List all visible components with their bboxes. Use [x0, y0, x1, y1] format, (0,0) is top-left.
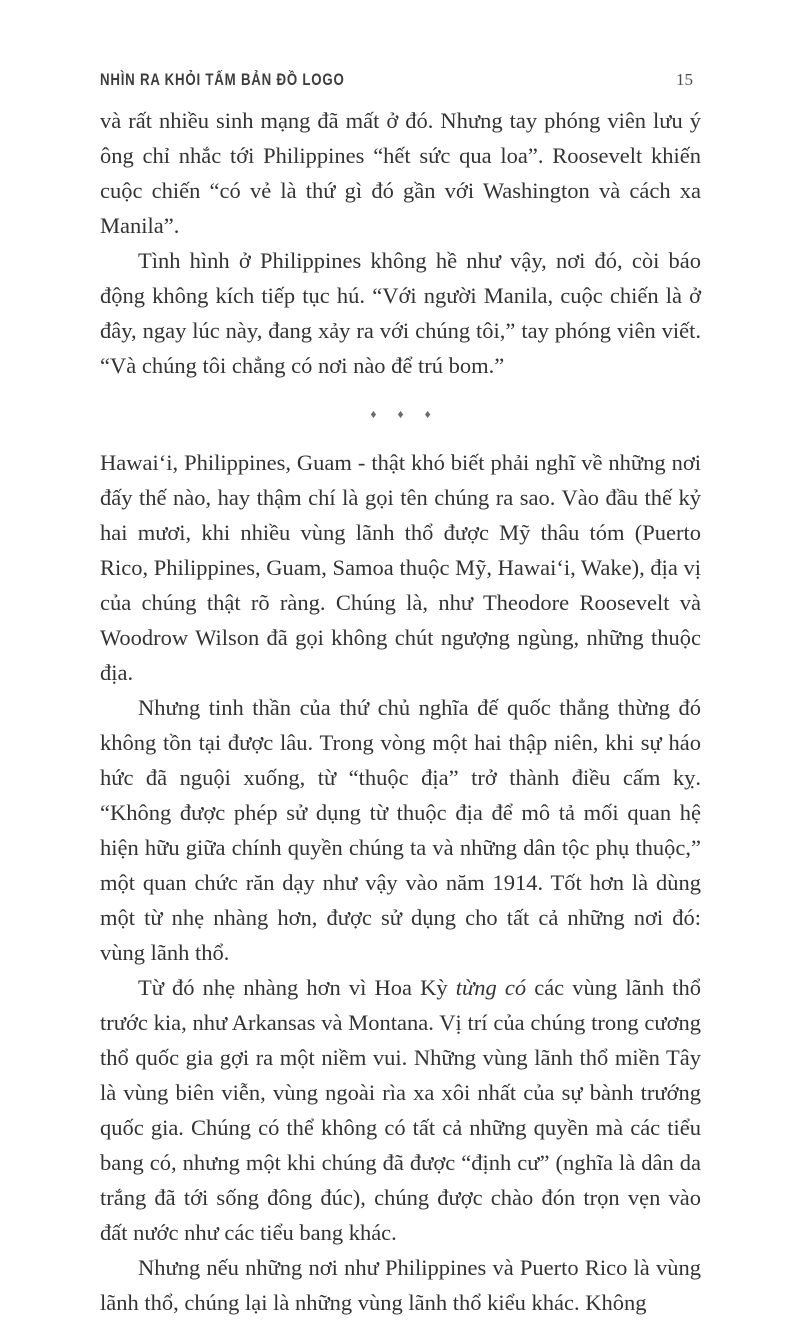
text-run: Nhưng nếu những nơi như Philippines và Puerto Rico là vùng lãnh thổ, chúng lại là những vùng lãnh thổ kiểu khác. Không: [100, 1255, 701, 1315]
text-run: Nhưng tinh thần của thứ chủ nghĩa đế quốc thẳng thừng đó không tồn tại được lâu. Trong vòng một hai thập niên, khi sự háo hức đã nguội xuống, từ “thuộc địa” trở thành điều cấm kỵ. “Không được phép sử dụng từ thuộc địa để mô tả mối quan hệ hiện hữu giữa chính quyền chúng ta và những dân tộc phụ thuộc,” một quan chức răn dạy như vậy vào năm 1914. Tốt hơn là dùng một từ nhẹ nhàng hơn, được sử dụng cho tất cả những nơi đó: vùng lãnh thổ.: [100, 695, 701, 965]
body-part-2: [100, 445, 701, 1320]
page-number: 15: [676, 70, 693, 89]
paragraph: [100, 690, 701, 970]
page-header: [100, 70, 701, 90]
paragraph: [100, 445, 701, 690]
diamond-separator-icon: ♦: [397, 407, 404, 421]
text-run: Từ đó nhẹ nhàng hơn vì Hoa Kỳ: [138, 975, 456, 1000]
text-run: các vùng lãnh thổ trước kia, như Arkansas và Montana. Vị trí của chúng trong cương thổ quốc gia gợi ra một niềm vui. Những vùng lãnh thổ miền Tây là vùng biên viễn, vùng ngoài rìa xa xôi nhất của sự bành trướng quốc gia. Chúng có thể không có tất cả những quyền mà các tiểu bang có, nhưng một khi chúng đã được “định cư” (nghĩa là dân da trắng đã tới sống đông đúc), chúng được chào đón trọn vẹn vào đất nước như các tiểu bang khác.: [100, 975, 701, 1245]
diamond-separator-icon: ♦: [424, 407, 431, 421]
text-run: Hawaiʻi, Philippines, Guam - thật khó biết phải nghĩ về những nơi đấy thế nào, hay thậm chí là gọi tên chúng ra sao. Vào đầu thế kỷ hai mươi, khi nhiều vùng lãnh thổ được Mỹ thâu tóm (Puerto Rico, Philippines, Guam, Samoa thuộc Mỹ, Hawaiʻi, Wake), địa vị của chúng thật rõ ràng. Chúng là, như Theodore Roosevelt và Woodrow Wilson đã gọi không chút ngượng ngùng, những thuộc địa.: [100, 450, 701, 685]
italic-text-run: từng có: [455, 975, 527, 1000]
paragraph: [100, 1250, 701, 1320]
diamond-separator-icon: ♦: [370, 407, 377, 421]
paragraph: [100, 970, 701, 1250]
text-run: Tình hình ở Philippines không hề như vậy, nơi đó, còi báo động không kích tiếp tục hú. “Với người Manila, cuộc chiến là ở đây, ngay lúc này, đang xảy ra với chúng tôi,” tay phóng viên viết. “Và chúng tôi chẳng có nơi nào để trú bom.”: [100, 248, 701, 378]
paragraph: [100, 243, 701, 383]
body-part-1: [100, 103, 701, 383]
section-separator: [100, 383, 701, 445]
text-run: và rất nhiều sinh mạng đã mất ở đó. Nhưng tay phóng viên lưu ý ông chỉ nhắc tới Philippines “hết sức qua loa”. Roosevelt khiến cuộc chiến “có vẻ là thứ gì đó gần với Washington và cách xa Manila”.: [100, 108, 701, 238]
paragraph: [100, 103, 701, 243]
running-title: NHÌN RA KHỎI TẤM BẢN ĐỒ LOGO: [100, 70, 345, 89]
body-text: [100, 103, 701, 1320]
